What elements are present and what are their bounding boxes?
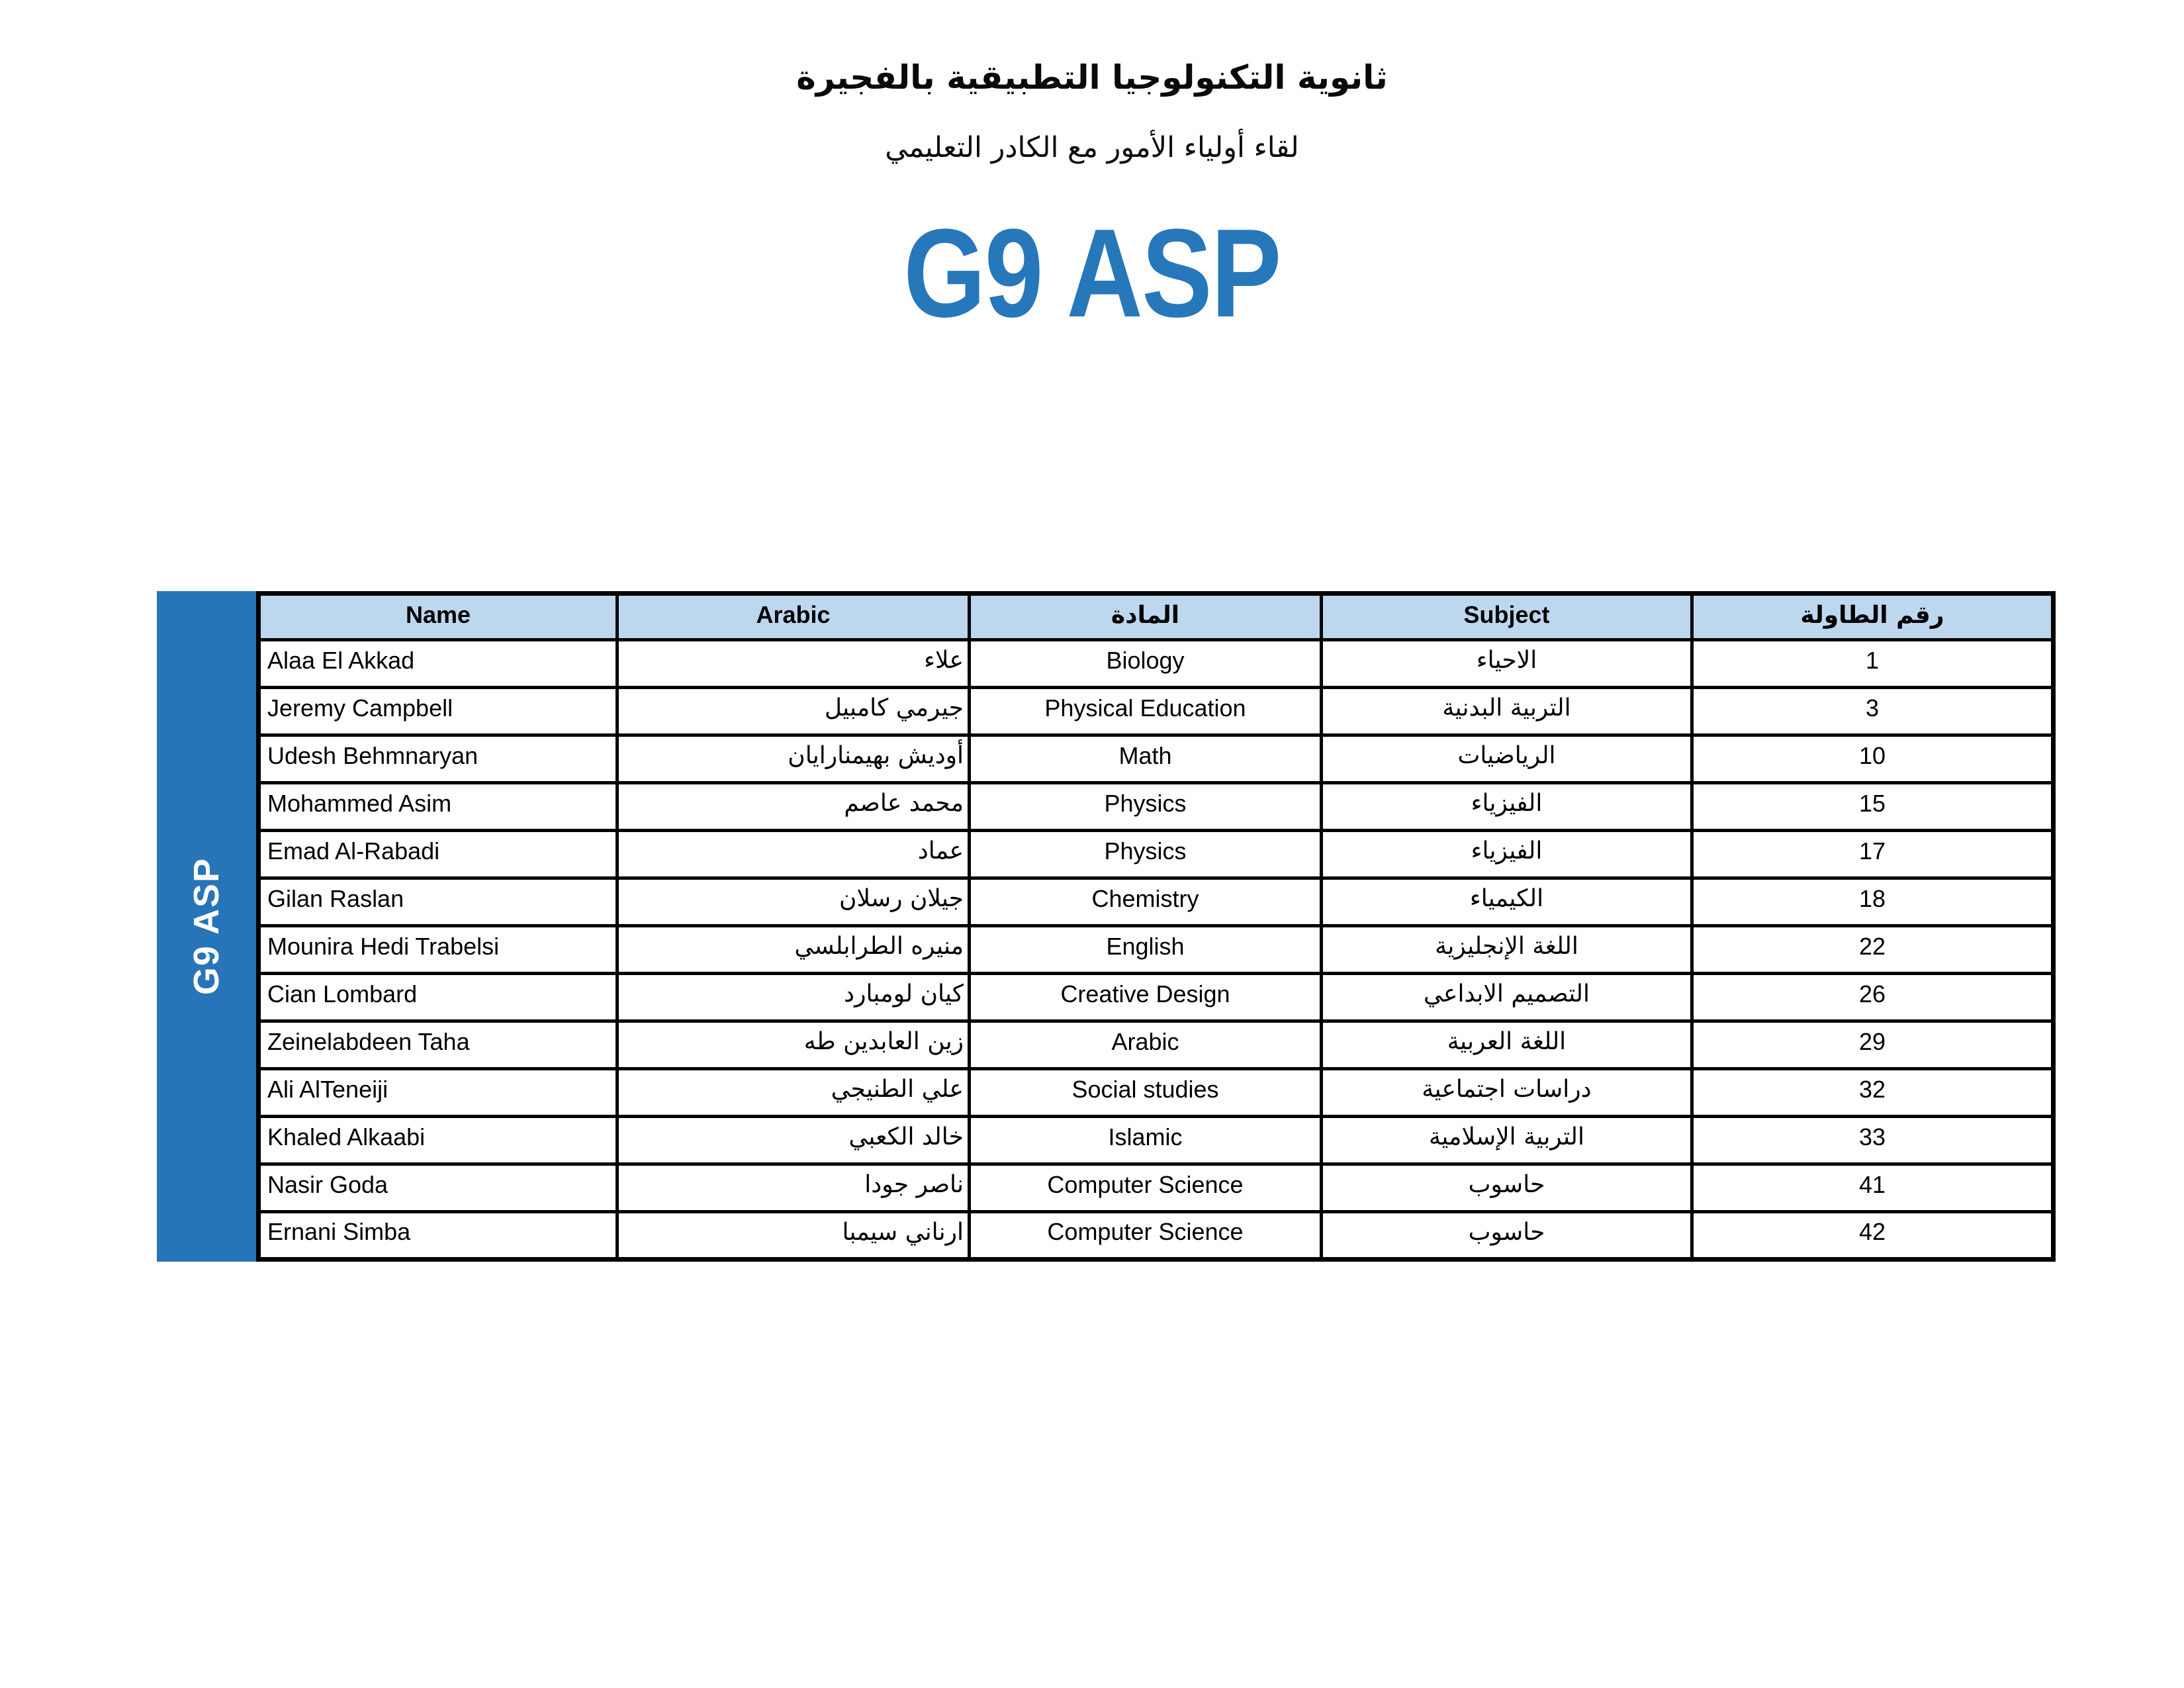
arabic-name-cell: ناصر جودا (617, 1164, 970, 1212)
group-title: G9 ASP (903, 203, 1281, 344)
subject-en-cell: Islamic (970, 1117, 1322, 1164)
arabic-name-cell: زين العابدين طه (617, 1021, 970, 1069)
teacher-name-cell: Udesh Behmnaryan (259, 735, 617, 783)
table-header-row (259, 594, 2054, 640)
table-number-cell: 10 (1692, 735, 2054, 783)
subject-ar-cell: الفيزياء (1322, 831, 1692, 878)
table-number-cell: 41 (1692, 1164, 2054, 1212)
table-body (259, 640, 2054, 1260)
teacher-name-cell: Gilan Raslan (259, 878, 617, 926)
group-side-band (157, 591, 256, 1262)
arabic-name-cell: محمد عاصم (617, 783, 970, 831)
teacher-name-cell: Mohammed Asim (259, 783, 617, 831)
arabic-name-cell: جيرمي كامبيل (617, 688, 970, 735)
arabic-name-cell: أوديش بهيمنارايان (617, 735, 970, 783)
subject-en-cell: English (970, 926, 1322, 974)
group-side-band-label: G9 ASP (187, 857, 226, 996)
header-table-number: رقم الطاولة (1692, 594, 2054, 640)
subject-ar-cell: الفيزياء (1322, 783, 1692, 831)
table-row (259, 640, 2054, 688)
header-subject: Subject (1322, 594, 1692, 640)
teacher-name-cell: Alaa El Akkad (259, 640, 617, 688)
table-number-cell: 26 (1692, 974, 2054, 1021)
table-row (259, 783, 2054, 831)
subject-en-cell: Creative Design (970, 974, 1322, 1021)
subject-en-cell: Chemistry (970, 878, 1322, 926)
subject-ar-cell: التصميم الابداعي (1322, 974, 1692, 1021)
roster-table (256, 591, 2056, 1262)
subject-en-cell: Biology (970, 640, 1322, 688)
arabic-name-cell: علاء (617, 640, 970, 688)
table-row (259, 735, 2054, 783)
subject-ar-cell: الكيمياء (1322, 878, 1692, 926)
table-row (259, 688, 2054, 735)
table-row (259, 831, 2054, 878)
event-title: لقاء أولياء الأمور مع الكادر التعليمي (885, 131, 1299, 164)
subject-en-cell: Physics (970, 831, 1322, 878)
subject-ar-cell: دراسات اجتماعية (1322, 1069, 1692, 1117)
subject-ar-cell: الاحياء (1322, 640, 1692, 688)
subject-en-cell: Computer Science (970, 1212, 1322, 1260)
table-number-cell: 22 (1692, 926, 2054, 974)
teacher-name-cell: Zeinelabdeen Taha (259, 1021, 617, 1069)
subject-ar-cell: حاسوب (1322, 1212, 1692, 1260)
table-row (259, 1069, 2054, 1117)
teacher-name-cell: Khaled Alkaabi (259, 1117, 617, 1164)
school-name: ثانوية التكنولوجيا التطبيقية بالفجيرة (796, 58, 1388, 97)
subject-ar-cell: التربية الإسلامية (1322, 1117, 1692, 1164)
arabic-name-cell: منيره الطرابلسي (617, 926, 970, 974)
teacher-name-cell: Ali AlTeneiji (259, 1069, 617, 1117)
table-row (259, 1212, 2054, 1260)
arabic-name-cell: ارناني سيمبا (617, 1212, 970, 1260)
subject-ar-cell: التربية البدنية (1322, 688, 1692, 735)
teacher-name-cell: Mounira Hedi Trabelsi (259, 926, 617, 974)
arabic-name-cell: علي الطنيجي (617, 1069, 970, 1117)
subject-ar-cell: اللغة العربية (1322, 1021, 1692, 1069)
table-number-cell: 29 (1692, 1021, 2054, 1069)
subject-en-cell: Social studies (970, 1069, 1322, 1117)
arabic-name-cell: خالد الكعبي (617, 1117, 970, 1164)
subject-en-cell: Arabic (970, 1021, 1322, 1069)
header-arabic: Arabic (617, 594, 970, 640)
table-number-cell: 17 (1692, 831, 2054, 878)
table-row (259, 926, 2054, 974)
table-number-cell: 3 (1692, 688, 2054, 735)
roster-table-area (157, 591, 2056, 1262)
table-number-cell: 42 (1692, 1212, 2054, 1260)
subject-ar-cell: اللغة الإنجليزية (1322, 926, 1692, 974)
table-row (259, 1164, 2054, 1212)
arabic-name-cell: كيان لومبارد (617, 974, 970, 1021)
subject-en-cell: Physical Education (970, 688, 1322, 735)
subject-en-cell: Computer Science (970, 1164, 1322, 1212)
header-name: Name (259, 594, 617, 640)
table-row (259, 1021, 2054, 1069)
table-number-cell: 15 (1692, 783, 2054, 831)
table-row (259, 878, 2054, 926)
teacher-name-cell: Ernani Simba (259, 1212, 617, 1260)
subject-en-cell: Physics (970, 783, 1322, 831)
table-row (259, 974, 2054, 1021)
teacher-name-cell: Emad Al-Rabadi (259, 831, 617, 878)
teacher-name-cell: Jeremy Campbell (259, 688, 617, 735)
header-subject-ar: المادة (970, 594, 1322, 640)
table-number-cell: 33 (1692, 1117, 2054, 1164)
table-number-cell: 18 (1692, 878, 2054, 926)
teacher-name-cell: Nasir Goda (259, 1164, 617, 1212)
subject-en-cell: Math (970, 735, 1322, 783)
arabic-name-cell: عماد (617, 831, 970, 878)
teacher-name-cell: Cian Lombard (259, 974, 617, 1021)
arabic-name-cell: جيلان رسلان (617, 878, 970, 926)
table-row (259, 1117, 2054, 1164)
subject-ar-cell: حاسوب (1322, 1164, 1692, 1212)
table-number-cell: 32 (1692, 1069, 2054, 1117)
subject-ar-cell: الرياضيات (1322, 735, 1692, 783)
table-number-cell: 1 (1692, 640, 2054, 688)
